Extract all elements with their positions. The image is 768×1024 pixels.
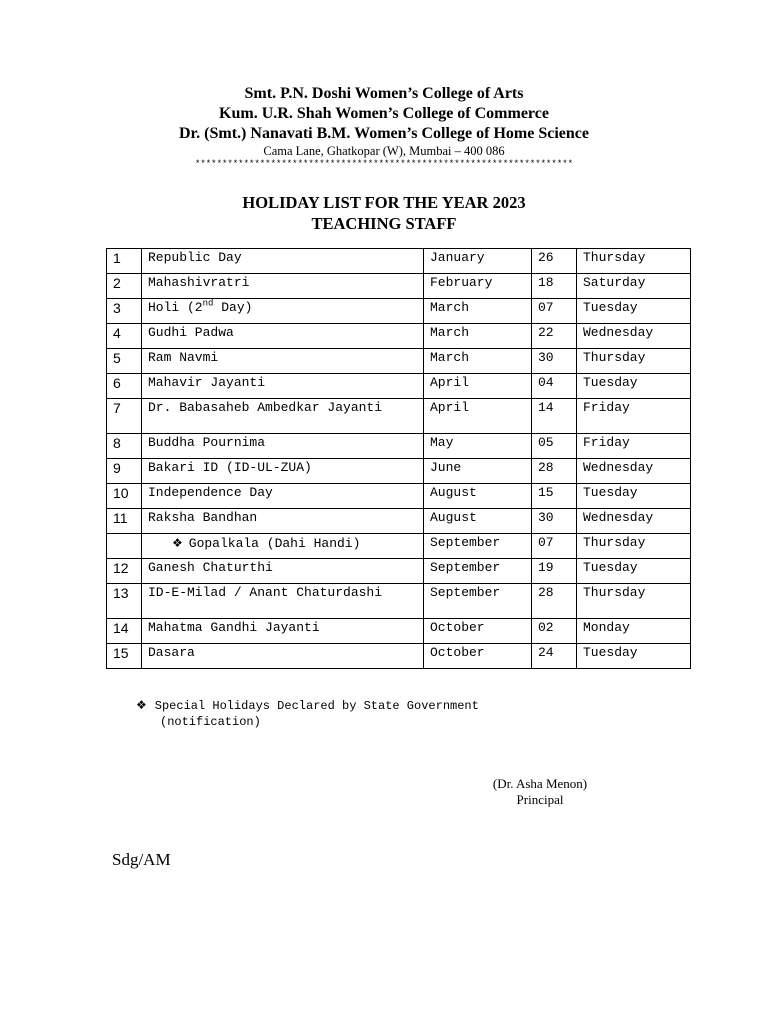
holiday-date: 04 — [532, 374, 577, 399]
document-title — [0, 192, 768, 234]
holiday-weekday: Thursday — [577, 249, 691, 274]
holiday-weekday: Thursday — [577, 349, 691, 374]
college-address: Cama Lane, Ghatkopar (W), Mumbai – 400 086 — [263, 144, 505, 158]
holiday-weekday: Saturday — [577, 274, 691, 299]
ordinal-suffix: nd — [202, 298, 214, 309]
holiday-name-text: Holi (2 — [148, 300, 203, 315]
college-name-home-science: Dr. (Smt.) Nanavati B.M. Women’s College of Home Science — [178, 125, 589, 142]
holiday-name: Ram Navmi — [142, 349, 424, 374]
holiday-name: Independence Day — [142, 484, 424, 509]
holiday-month: April — [424, 399, 532, 434]
holiday-row — [107, 459, 691, 484]
holiday-month: September — [424, 559, 532, 584]
special-holiday-note — [136, 697, 596, 730]
separator-line: ********************************************************************** — [194, 159, 574, 169]
holiday-month: May — [424, 434, 532, 459]
holiday-date: 07 — [532, 534, 577, 559]
holiday-month: August — [424, 484, 532, 509]
holiday-name: ID-E-Milad / Anant Chaturdashi — [142, 584, 424, 619]
holiday-date: 24 — [532, 644, 577, 669]
holiday-name: Mahavir Jayanti — [142, 374, 424, 399]
holiday-name — [142, 534, 424, 559]
holiday-row — [107, 299, 691, 324]
holiday-name: Bakari ID (ID-UL-ZUA) — [142, 459, 424, 484]
holiday-weekday: Wednesday — [577, 459, 691, 484]
holiday-serial-number: 7 — [107, 399, 142, 434]
holiday-month: August — [424, 509, 532, 534]
holiday-name: Ganesh Chaturthi — [142, 559, 424, 584]
holiday-weekday: Tuesday — [577, 644, 691, 669]
holiday-name: Mahatma Gandhi Jayanti — [142, 619, 424, 644]
holiday-name: Mahashivratri — [142, 274, 424, 299]
holiday-name: Dr. Babasaheb Ambedkar Jayanti — [142, 399, 424, 434]
holiday-row — [107, 349, 691, 374]
holiday-serial-number: 9 — [107, 459, 142, 484]
holiday-date: 30 — [532, 349, 577, 374]
signatory-name: (Dr. Asha Menon) — [492, 776, 588, 791]
holiday-row — [107, 434, 691, 459]
holiday-row — [107, 509, 691, 534]
signature-block — [480, 776, 600, 808]
title-line-1: HOLIDAY LIST FOR THE YEAR 2023 — [242, 193, 526, 212]
holiday-serial-number: 3 — [107, 299, 142, 324]
diamond-bullet-icon: ❖ — [136, 698, 147, 712]
holiday-month: March — [424, 324, 532, 349]
holiday-date: 26 — [532, 249, 577, 274]
holiday-weekday: Thursday — [577, 534, 691, 559]
holiday-row — [107, 559, 691, 584]
holiday-serial-number: 2 — [107, 274, 142, 299]
holiday-name: Gudhi Padwa — [142, 324, 424, 349]
holiday-date: 18 — [532, 274, 577, 299]
holiday-weekday: Wednesday — [577, 509, 691, 534]
holiday-weekday: Friday — [577, 399, 691, 434]
holiday-name: Raksha Bandhan — [142, 509, 424, 534]
holiday-serial-number: 10 — [107, 484, 142, 509]
holiday-month: March — [424, 299, 532, 324]
holiday-date: 28 — [532, 584, 577, 619]
holiday-month: October — [424, 644, 532, 669]
holiday-row — [107, 324, 691, 349]
college-name-arts: Smt. P.N. Doshi Women’s College of Arts — [244, 85, 524, 102]
holiday-date: 02 — [532, 619, 577, 644]
holiday-row — [107, 619, 691, 644]
holiday-row — [107, 274, 691, 299]
holiday-weekday: Monday — [577, 619, 691, 644]
holiday-name: Buddha Pournima — [142, 434, 424, 459]
holiday-name: Republic Day — [142, 249, 424, 274]
letterhead — [0, 84, 768, 170]
holiday-weekday: Tuesday — [577, 299, 691, 324]
holiday-date: 15 — [532, 484, 577, 509]
holiday-month: October — [424, 619, 532, 644]
holiday-weekday: Thursday — [577, 584, 691, 619]
holiday-name-tail: Day) — [213, 300, 253, 315]
holiday-name-text: Gopalkala (Dahi Handi) — [188, 536, 361, 551]
holiday-month: January — [424, 249, 532, 274]
holiday-date: 22 — [532, 324, 577, 349]
diamond-bullet-icon: ❖ — [172, 536, 183, 550]
holiday-serial-number: 5 — [107, 349, 142, 374]
holiday-month: September — [424, 534, 532, 559]
holiday-month: September — [424, 584, 532, 619]
holiday-row — [107, 534, 691, 559]
holiday-row — [107, 399, 691, 434]
holiday-date: 14 — [532, 399, 577, 434]
holiday-month: March — [424, 349, 532, 374]
holiday-date: 05 — [532, 434, 577, 459]
holiday-month: June — [424, 459, 532, 484]
holiday-serial-number: 15 — [107, 644, 142, 669]
title-line-2: TEACHING STAFF — [311, 214, 457, 233]
holiday-date: 19 — [532, 559, 577, 584]
signatory-designation: Principal — [516, 792, 564, 807]
holiday-row — [107, 584, 691, 619]
holiday-serial-number: 14 — [107, 619, 142, 644]
holiday-serial-number: 12 — [107, 559, 142, 584]
holiday-date: 07 — [532, 299, 577, 324]
note-line-2: (notification) — [160, 715, 261, 729]
holiday-serial-number: 1 — [107, 249, 142, 274]
holiday-name: Dasara — [142, 644, 424, 669]
holiday-serial-number: 4 — [107, 324, 142, 349]
college-name-commerce: Kum. U.R. Shah Women’s College of Commerce — [219, 105, 549, 122]
reference-initials: Sdg/AM — [112, 850, 171, 869]
holiday-row — [107, 249, 691, 274]
holiday-weekday: Tuesday — [577, 374, 691, 399]
holiday-row — [107, 374, 691, 399]
holiday-month: April — [424, 374, 532, 399]
holiday-date: 30 — [532, 509, 577, 534]
holiday-name — [142, 299, 424, 324]
holiday-table-body — [107, 249, 691, 669]
holiday-row — [107, 644, 691, 669]
holiday-serial-number: 13 — [107, 584, 142, 619]
holiday-table — [106, 248, 691, 669]
holiday-date: 28 — [532, 459, 577, 484]
holiday-row — [107, 484, 691, 509]
holiday-weekday: Tuesday — [577, 484, 691, 509]
holiday-serial-number: 11 — [107, 509, 142, 534]
holiday-serial-number: 8 — [107, 434, 142, 459]
holiday-weekday: Friday — [577, 434, 691, 459]
holiday-weekday: Tuesday — [577, 559, 691, 584]
holiday-serial-number: 6 — [107, 374, 142, 399]
holiday-weekday: Wednesday — [577, 324, 691, 349]
holiday-serial-number — [107, 534, 142, 559]
note-line-1: Special Holidays Declared by State Government — [154, 699, 479, 713]
holiday-month: February — [424, 274, 532, 299]
